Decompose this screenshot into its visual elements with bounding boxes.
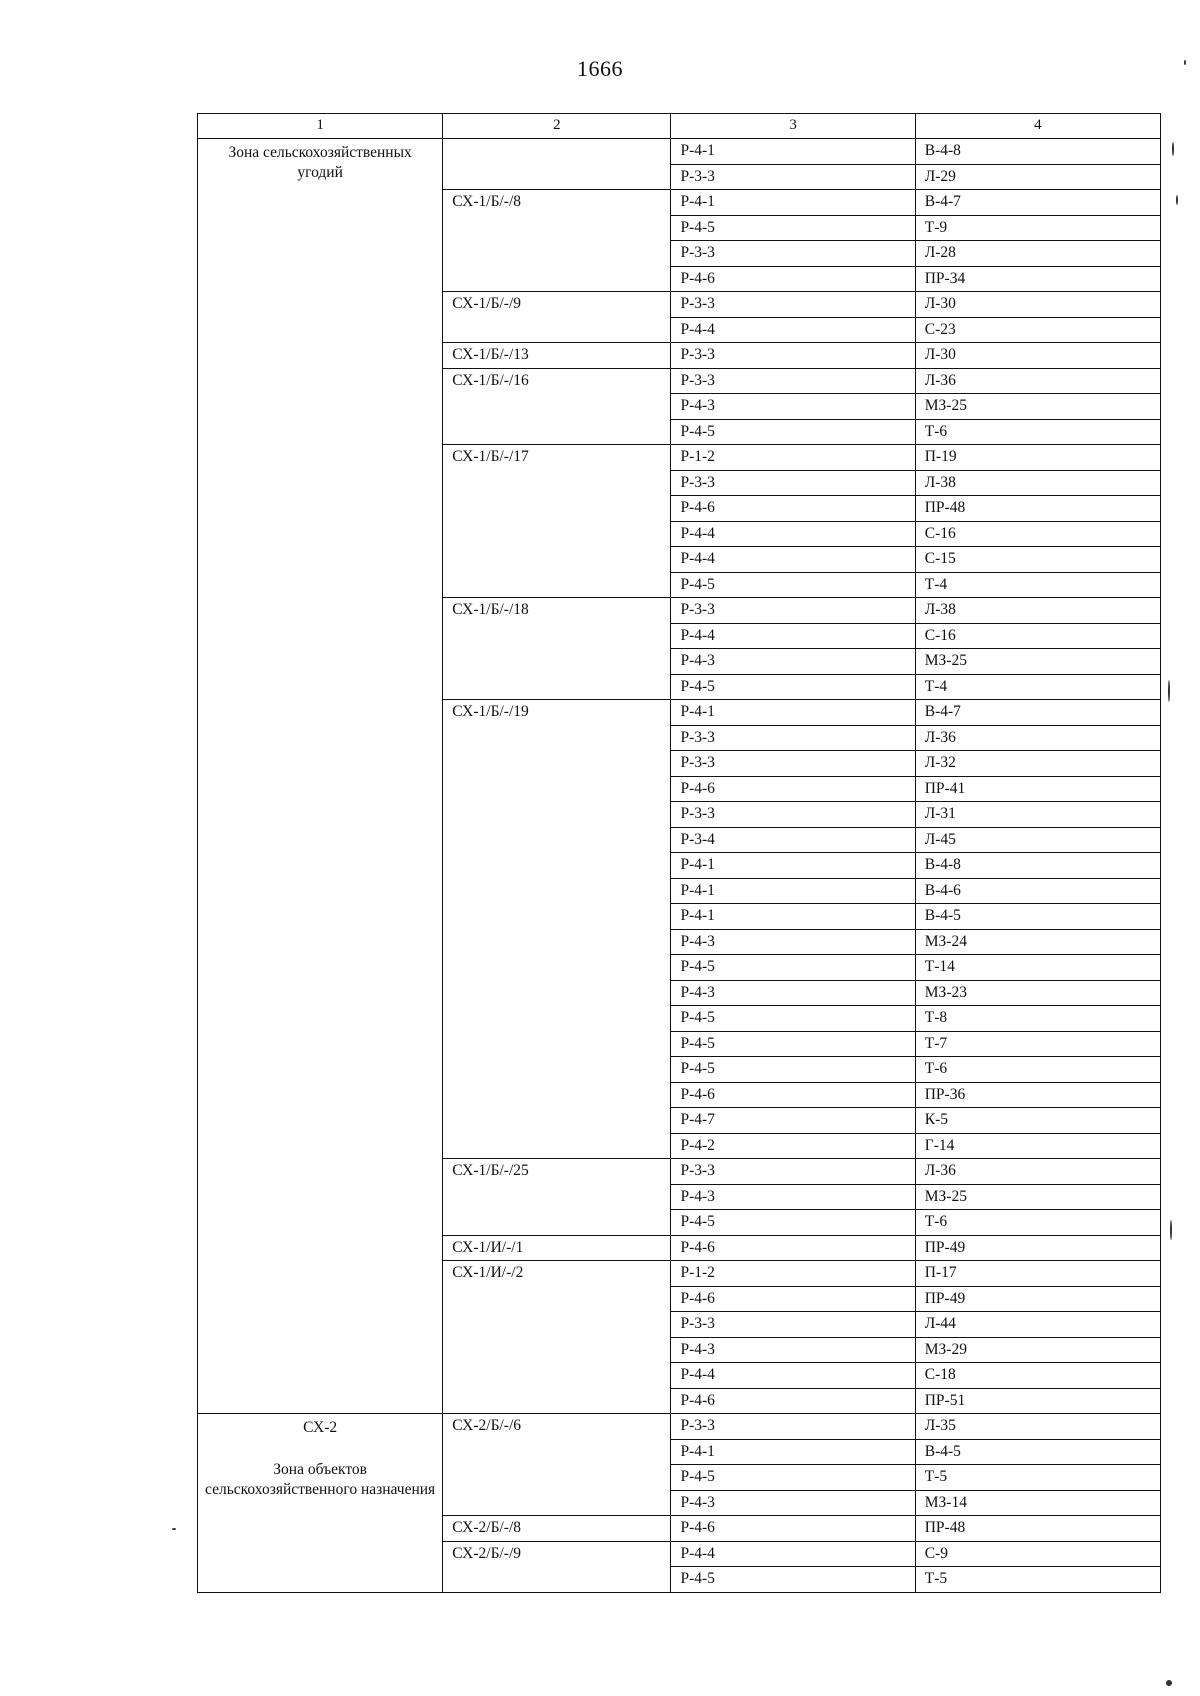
regulation-code-cell: Р-4-4 — [671, 317, 915, 343]
object-code-cell: Л-29 — [915, 164, 1160, 190]
subzone-code-cell: СХ-1/Б/-/18 — [443, 598, 671, 700]
regulation-code-cell: Р-4-4 — [671, 547, 915, 573]
object-code-cell: Т-6 — [915, 1057, 1160, 1083]
regulation-code-cell: Р-4-5 — [671, 419, 915, 445]
regulation-code-cell: Р-4-1 — [671, 190, 915, 216]
object-code-cell: ПР-48 — [915, 1516, 1160, 1542]
object-code-cell: МЗ-25 — [915, 649, 1160, 675]
object-code-cell: Т-4 — [915, 674, 1160, 700]
object-code-cell: Л-36 — [915, 368, 1160, 394]
regulation-code-cell: Р-4-1 — [671, 878, 915, 904]
regulation-code-cell: Р-4-6 — [671, 1235, 915, 1261]
regulation-code-cell: Р-4-4 — [671, 623, 915, 649]
regulation-code-cell: Р-3-3 — [671, 470, 915, 496]
regulation-code-cell: Р-4-3 — [671, 394, 915, 420]
object-code-cell: ПР-49 — [915, 1235, 1160, 1261]
regulation-code-cell: Р-3-3 — [671, 725, 915, 751]
object-code-cell: Л-35 — [915, 1414, 1160, 1440]
regulation-code-cell: Р-4-5 — [671, 1465, 915, 1491]
object-code-cell: ПР-34 — [915, 266, 1160, 292]
regulation-code-cell: Р-4-5 — [671, 955, 915, 981]
regulation-code-cell: Р-4-1 — [671, 853, 915, 879]
regulation-code-cell: Р-4-3 — [671, 1337, 915, 1363]
object-code-cell: В-4-7 — [915, 190, 1160, 216]
scan-speck — [1184, 60, 1186, 65]
subzone-code-cell: СХ-2/Б/-/6 — [443, 1414, 671, 1516]
object-code-cell: П-17 — [915, 1261, 1160, 1287]
regulation-code-cell: Р-4-5 — [671, 1567, 915, 1593]
object-code-cell: В-4-6 — [915, 878, 1160, 904]
regulation-code-cell: Р-4-5 — [671, 674, 915, 700]
zone-name: Зона объектов сельскохозяйственного назначения — [205, 1461, 436, 1498]
zoning-table — [197, 113, 1161, 1593]
scan-speck — [1170, 1220, 1172, 1240]
regulation-code-cell: Р-4-6 — [671, 1082, 915, 1108]
object-code-cell: ПР-41 — [915, 776, 1160, 802]
column-header-2: 2 — [443, 114, 671, 139]
regulation-code-cell: Р-4-4 — [671, 1363, 915, 1389]
header-row — [198, 114, 1161, 139]
object-code-cell: Л-38 — [915, 470, 1160, 496]
object-code-cell: МЗ-25 — [915, 394, 1160, 420]
regulation-code-cell: Р-4-2 — [671, 1133, 915, 1159]
object-code-cell: К-5 — [915, 1108, 1160, 1134]
subzone-code-cell — [443, 139, 671, 190]
regulation-code-cell: Р-4-3 — [671, 980, 915, 1006]
subzone-code-cell: СХ-1/Б/-/13 — [443, 343, 671, 369]
column-header-3: 3 — [671, 114, 915, 139]
object-code-cell: П-19 — [915, 445, 1160, 471]
object-code-cell: Г-14 — [915, 1133, 1160, 1159]
object-code-cell: Л-30 — [915, 292, 1160, 318]
regulation-code-cell: Р-3-3 — [671, 1414, 915, 1440]
object-code-cell: Л-44 — [915, 1312, 1160, 1338]
scan-speck — [1166, 1680, 1172, 1686]
scan-speck — [172, 1528, 176, 1530]
object-code-cell: Т-4 — [915, 572, 1160, 598]
regulation-code-cell: Р-4-6 — [671, 496, 915, 522]
zone-code: СХ-2 — [303, 1419, 338, 1436]
object-code-cell: МЗ-24 — [915, 929, 1160, 955]
regulation-code-cell: Р-4-1 — [671, 139, 915, 165]
subzone-code-cell: СХ-1/Б/-/17 — [443, 445, 671, 598]
scan-speck — [1168, 680, 1170, 702]
object-code-cell: Л-45 — [915, 827, 1160, 853]
object-code-cell: Л-32 — [915, 751, 1160, 777]
regulation-code-cell: Р-4-6 — [671, 776, 915, 802]
object-code-cell: Л-36 — [915, 1159, 1160, 1185]
object-code-cell: МЗ-29 — [915, 1337, 1160, 1363]
object-code-cell: МЗ-25 — [915, 1184, 1160, 1210]
object-code-cell: МЗ-14 — [915, 1490, 1160, 1516]
regulation-code-cell: Р-4-4 — [671, 1541, 915, 1567]
object-code-cell: В-4-5 — [915, 904, 1160, 930]
regulation-code-cell: Р-4-3 — [671, 929, 915, 955]
object-code-cell: Л-36 — [915, 725, 1160, 751]
regulation-code-cell: Р-3-3 — [671, 368, 915, 394]
page-number: 1666 — [577, 56, 623, 81]
object-code-cell: С-23 — [915, 317, 1160, 343]
regulation-code-cell: Р-4-3 — [671, 1184, 915, 1210]
regulation-code-cell: Р-4-5 — [671, 1057, 915, 1083]
object-code-cell: Т-7 — [915, 1031, 1160, 1057]
object-code-cell: Л-28 — [915, 241, 1160, 267]
object-code-cell: Т-6 — [915, 1210, 1160, 1236]
subzone-code-cell: СХ-2/Б/-/8 — [443, 1516, 671, 1542]
regulation-code-cell: Р-3-3 — [671, 802, 915, 828]
object-code-cell: ПР-36 — [915, 1082, 1160, 1108]
zone-cell — [198, 1414, 443, 1593]
object-code-cell: С-15 — [915, 547, 1160, 573]
regulation-code-cell: Р-3-3 — [671, 1159, 915, 1185]
regulation-code-cell: Р-4-6 — [671, 266, 915, 292]
regulation-code-cell: Р-4-3 — [671, 1490, 915, 1516]
regulation-code-cell: Р-4-5 — [671, 1210, 915, 1236]
object-code-cell: Т-9 — [915, 215, 1160, 241]
subzone-code-cell: СХ-1/И/-/2 — [443, 1261, 671, 1414]
regulation-code-cell: Р-4-6 — [671, 1516, 915, 1542]
regulation-code-cell: Р-4-6 — [671, 1388, 915, 1414]
subzone-code-cell: СХ-1/Б/-/8 — [443, 190, 671, 292]
subzone-code-cell: СХ-2/Б/-/9 — [443, 1541, 671, 1592]
column-header-1: 1 — [198, 114, 443, 139]
subzone-code-cell: СХ-1/Б/-/25 — [443, 1159, 671, 1236]
regulation-code-cell: Р-4-7 — [671, 1108, 915, 1134]
object-code-cell: В-4-5 — [915, 1439, 1160, 1465]
scan-speck — [1172, 142, 1174, 156]
object-code-cell: Л-31 — [915, 802, 1160, 828]
regulation-code-cell: Р-4-6 — [671, 1286, 915, 1312]
object-code-cell: В-4-7 — [915, 700, 1160, 726]
object-code-cell: Т-8 — [915, 1006, 1160, 1032]
object-code-cell: ПР-48 — [915, 496, 1160, 522]
object-code-cell: В-4-8 — [915, 139, 1160, 165]
regulation-code-cell: Р-1-2 — [671, 1261, 915, 1287]
regulation-code-cell: Р-4-1 — [671, 1439, 915, 1465]
regulation-code-cell: Р-1-2 — [671, 445, 915, 471]
object-code-cell: ПР-51 — [915, 1388, 1160, 1414]
object-code-cell: Л-30 — [915, 343, 1160, 369]
scan-speck — [1176, 195, 1178, 205]
table-row — [198, 1414, 1161, 1440]
table-row — [198, 139, 1161, 165]
regulation-code-cell: Р-3-3 — [671, 343, 915, 369]
table-body — [198, 139, 1161, 1593]
zone-cell — [198, 139, 443, 1414]
object-code-cell: МЗ-23 — [915, 980, 1160, 1006]
object-code-cell: Л-38 — [915, 598, 1160, 624]
object-code-cell: ПР-49 — [915, 1286, 1160, 1312]
regulation-code-cell: Р-4-1 — [671, 904, 915, 930]
object-code-cell: С-18 — [915, 1363, 1160, 1389]
regulation-code-cell: Р-4-4 — [671, 521, 915, 547]
regulation-code-cell: Р-4-1 — [671, 700, 915, 726]
regulation-code-cell: Р-3-3 — [671, 241, 915, 267]
regulation-code-cell: Р-3-3 — [671, 292, 915, 318]
object-code-cell: С-16 — [915, 521, 1160, 547]
subzone-code-cell: СХ-1/И/-/1 — [443, 1235, 671, 1261]
object-code-cell: Т-6 — [915, 419, 1160, 445]
object-code-cell: Т-14 — [915, 955, 1160, 981]
regulation-code-cell: Р-3-3 — [671, 164, 915, 190]
regulation-code-cell: Р-4-5 — [671, 215, 915, 241]
regulation-code-cell: Р-4-3 — [671, 649, 915, 675]
regulation-code-cell: Р-4-5 — [671, 1031, 915, 1057]
regulation-code-cell: Р-3-3 — [671, 598, 915, 624]
object-code-cell: С-9 — [915, 1541, 1160, 1567]
regulation-code-cell: Р-4-5 — [671, 572, 915, 598]
regulation-code-cell: Р-3-3 — [671, 751, 915, 777]
subzone-code-cell: СХ-1/Б/-/16 — [443, 368, 671, 445]
column-header-4: 4 — [915, 114, 1160, 139]
object-code-cell: В-4-8 — [915, 853, 1160, 879]
regulation-code-cell: Р-3-4 — [671, 827, 915, 853]
object-code-cell: Т-5 — [915, 1567, 1160, 1593]
zone-name: Зона сельскохозяйственных угодий — [228, 144, 412, 181]
regulation-code-cell: Р-3-3 — [671, 1312, 915, 1338]
subzone-code-cell: СХ-1/Б/-/19 — [443, 700, 671, 1159]
object-code-cell: Т-5 — [915, 1465, 1160, 1491]
object-code-cell: С-16 — [915, 623, 1160, 649]
regulation-code-cell: Р-4-5 — [671, 1006, 915, 1032]
subzone-code-cell: СХ-1/Б/-/9 — [443, 292, 671, 343]
